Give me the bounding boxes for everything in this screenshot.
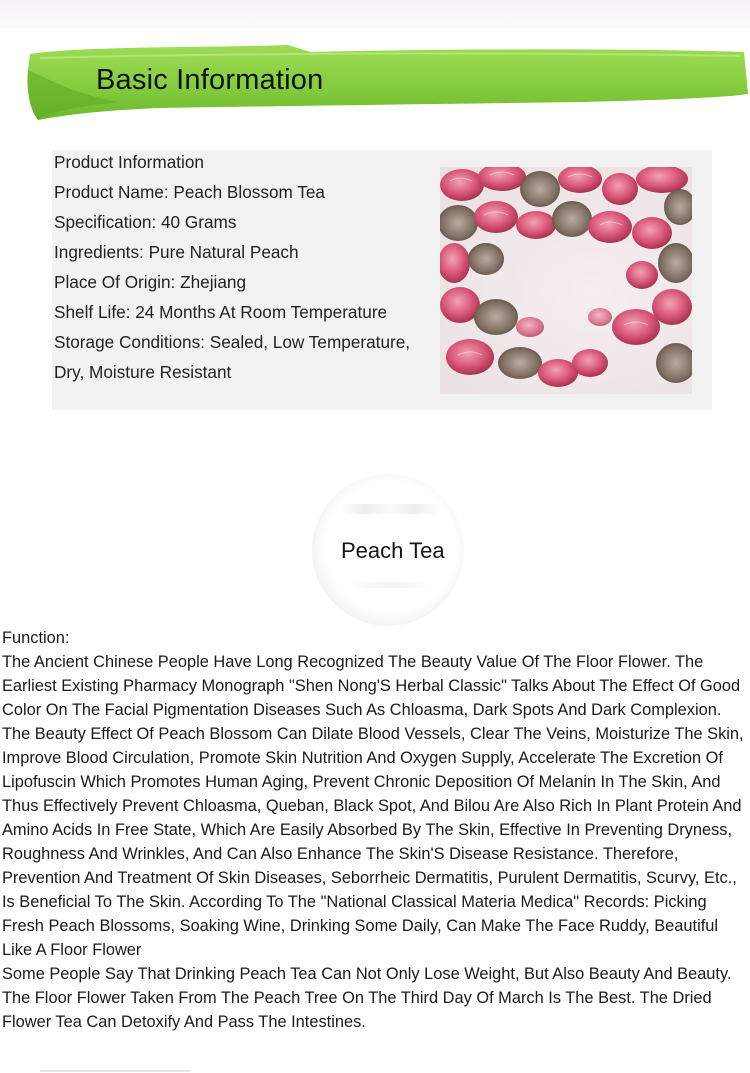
info-line-origin: Place Of Origin: Zhejiang [54, 272, 247, 292]
function-heading: Function: [2, 629, 70, 647]
info-line-ingredients: Ingredients: Pure Natural Peach [54, 242, 299, 262]
bottom-divider [40, 1070, 190, 1072]
info-line-heading: Product Information [54, 152, 204, 172]
info-line-name: Product Name: Peach Blossom Tea [54, 182, 325, 202]
blossom-bud-cluster [440, 167, 692, 387]
function-paragraph-1: The Ancient Chinese People Have Long Recognized The Beauty Value Of The Floor Flower. The Earliest Existing Pharmacy Monograph "Shen Nong'S Herbal Classic" Talks About The Effect Of Good Color On The Facial Pigmentation Diseases Such As Chloasma, Dark Spots And Dark Complexion. The Beauty Effect Of Peach Blossom Can Dilate Blood Vessels, Clear The Veins, Moisturize The Skin, Improve Blood Circulation, Promote Skin Nutrition And Oxygen Supply, Accelerate The Excretion Of Lipofuscin Which Promotes Human Aging, Prevent Chronic Deposition Of Melanin In The Skin, And Thus Effectively Prevent Chloasma, Queban, Black Spot, And Bilou Are Also Rich In Plant Protein And Amino Acids In Free State, Which Are Easily Absorbed By The Skin, Effective In Preventing Dryness, Roughness And Wrinkles, And Can Also Enhance The Skin'S Disease Resistance. Therefore, Prevention And Treatment Of Skin Diseases, Seborrheic Dermatitis, Purulent Dermatitis, Scurvy, Etc., Is Beneficial To The Skin. According To The "National Classical Materia Medica" Records: Picking Fresh Peach Blossoms, Soaking Wine, Drinking Some Daily, Can Make The Face Ruddy, Beautiful Like A Floor Flower [2, 653, 744, 959]
info-line-storage-cont: Dry, Moisture Resistant [54, 362, 232, 382]
section-banner [20, 40, 750, 122]
section-title: Basic Information [96, 64, 324, 96]
peach-blossom-buds-image [440, 167, 692, 394]
faded-caption-mark [348, 582, 432, 588]
product-info-list [54, 147, 439, 387]
function-section [2, 626, 748, 1034]
top-strip [0, 0, 750, 28]
info-line-specification: Specification: 40 Grams [54, 212, 237, 232]
product-name-badge [312, 474, 464, 626]
product-info-panel [52, 150, 712, 410]
faded-heading-mark [340, 504, 440, 514]
info-line-shelf-life: Shelf Life: 24 Months At Room Temperature [54, 302, 388, 322]
badge-label: Peach Tea [341, 538, 445, 563]
function-paragraph-2: Some People Say That Drinking Peach Tea Can Not Only Lose Weight, But Also Beauty And Beauty. The Floor Flower Taken From The Peach Tree On The Third Day Of March Is The Best. The Dried Flower Tea Can Detoxify And Pass The Intestines. [2, 965, 732, 1031]
info-line-storage: Storage Conditions: Sealed, Low Temperature, [54, 332, 411, 352]
peach-blossom-photo [440, 167, 692, 394]
